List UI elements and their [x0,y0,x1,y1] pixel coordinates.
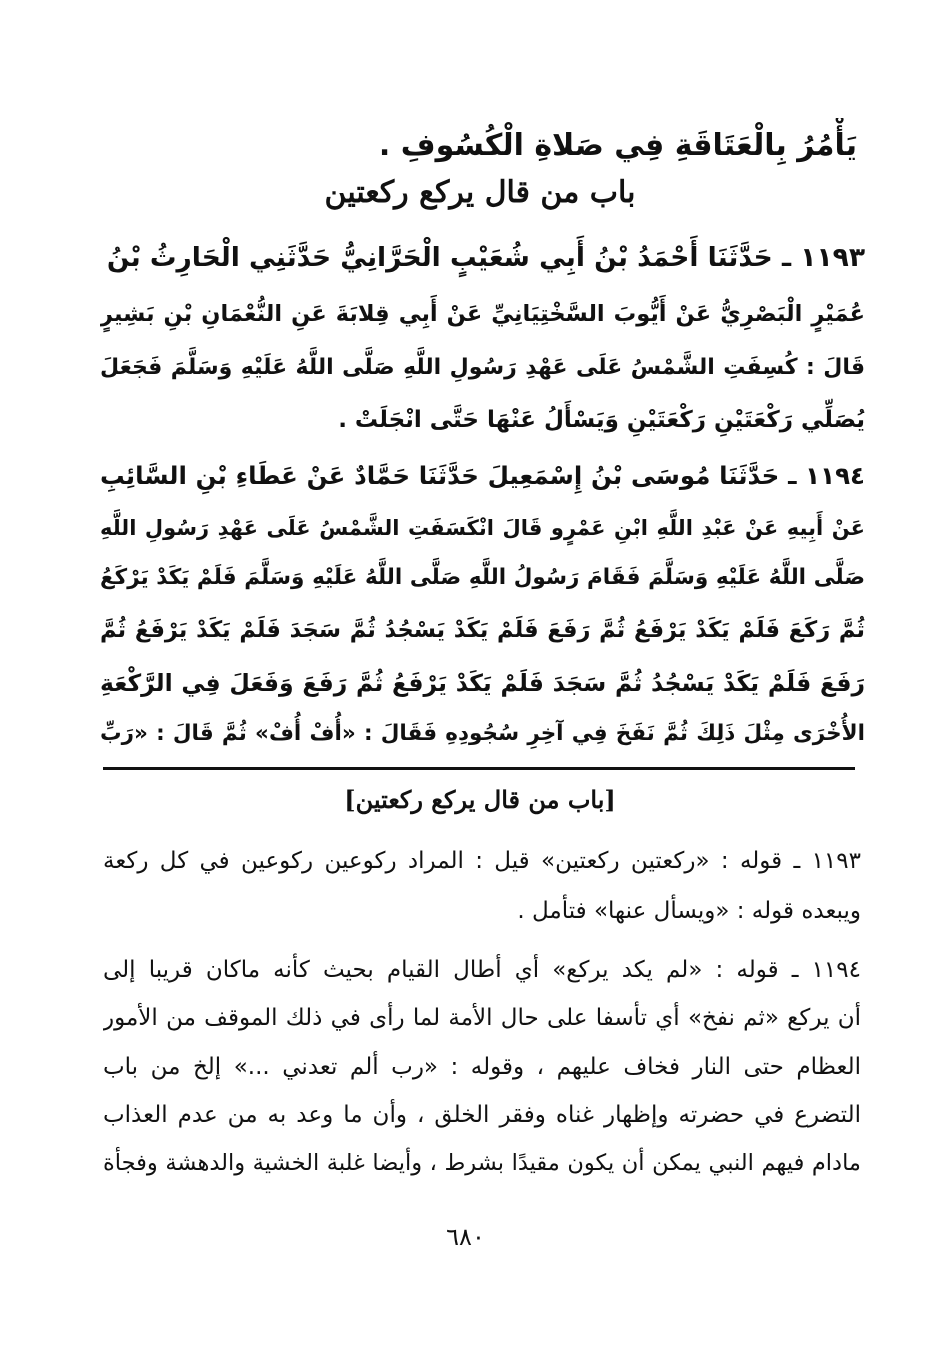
note-1194-line: التضرع في حضرته وإظهار غناه وفقر الخلق ، وأن ما وعد به من عدم العذاب [103,1102,861,1128]
note-1194-line: ١١٩٤ ـ قوله : «لم يكد يركع» أي أطال القيام بحيث كأنه ماكان قريبا إلى [103,957,861,983]
hadith-1193-line: قَالَ : كُسِفَتِ الشَّمْسُ عَلَى عَهْدِ رَسُولِ اللَّهِ صَلَّى اللَّهُ عَلَيْهِ وَسَلَّمَ فَجَعَلَ [100,355,865,380]
hadith-1193-line: يُصَلِّي رَكْعَتَيْنِ رَكْعَتَيْنِ وَيَسْأَلُ عَنْهَا حَتَّى انْجَلَتْ . [338,407,865,433]
intro-line: يَأْمُرُ بِالْعَتَاقَةِ فِي صَلاةِ الْكُسُوفِ . [378,128,857,163]
hadith-1193-line: ١١٩٣ ـ حَدَّثَنَا أَحْمَدُ بْنُ أَبِي شُعَيْبٍ الْحَرَّانِيُّ حَدَّثَنِي الْحَارِثُ بْنُ [106,242,865,273]
hadith-1194-line: ١١٩٤ ـ حَدَّثَنَا مُوسَى بْنُ إِسْمَعِيلَ حَدَّثَنَا حَمَّادٌ عَنْ عَطَاءِ بْنِ السَّائِبِ [100,461,865,490]
hadith-1193-line: عُمَيْرٍ الْبَصْرِيُّ عَنْ أَيُّوبَ السَّخْتِيَانِيِّ عَنْ أَبِي قِلابَةَ عَنِ النُّعْمَانِ بْنِ بَشِيرٍ [100,301,865,327]
hadith-1194-line: ثُمَّ رَكَعَ فَلَمْ يَكَدْ يَرْفَعُ ثُمَّ رَفَعَ فَلَمْ يَكَدْ يَسْجُدُ ثُمَّ سَجَدَ فَلَمْ يَكَدْ يَرْفَعُ ثُمَّ [100,617,865,643]
hadith-1194-line: عَنْ أَبِيهِ عَنْ عَبْدِ اللَّهِ ابْنِ عَمْرٍو قَالَ انْكَسَفَتِ الشَّمْسُ عَلَى عَهْدِ رَسُولِ اللَّهِ [100,516,865,540]
note-1194-line: مادام فيهم النبي يمكن أن يكون مقيدًا بشرط ، وأيضا غلبة الخشية والدهشة وفجأة [103,1150,861,1176]
footnote-heading: [باب من قال يركع ركعتين] [344,785,616,814]
hadith-1194-line: رَفَعَ فَلَمْ يَكَدْ يَسْجُدُ ثُمَّ سَجَدَ فَلَمْ يَكَدْ يَرْفَعُ ثُمَّ رَفَعَ وَفَعَلَ فِي الرَّكْعَةِ [100,669,865,697]
note-1193-line: ويبعده قوله : «ويسأل عنها» فتأمل . [517,898,861,924]
page-number: ٦٨٠ [446,1223,485,1251]
hadith-1194-line: صَلَّى اللَّهُ عَلَيْهِ وَسَلَّمَ فَقَامَ رَسُولُ اللَّهِ صَلَّى اللَّهُ عَلَيْهِ وَسَلَّمَ فَلَمْ يَكَدْ يَرْكَعُ [100,565,865,590]
note-1194-line: أن يركع «ثم نفخ» أي تأسفا على حال الأمة لما رأى في ذلك الموقف من الأمور [103,1005,861,1031]
note-1194-line: العظام حتى النار فخاف عليهم ، وقوله : «رب ألم تعدني ...» إلخ من باب [103,1054,861,1080]
note-1193-line: ١١٩٣ ـ قوله : «ركعتين ركعتين» قيل : المراد ركوعين ركوعين في كل ركعة [103,848,861,874]
chapter-heading: باب من قال يركع ركعتين [324,175,636,210]
hadith-1194-line: الأُخْرَى مِثْلَ ذَلِكَ ثُمَّ نَفَخَ فِي آخِرِ سُجُودِهِ فَقَالَ : «أُفْ أُفْ» ثُمَّ قَالَ : «رَبِّ [100,721,865,746]
footnote-divider [103,767,855,770]
